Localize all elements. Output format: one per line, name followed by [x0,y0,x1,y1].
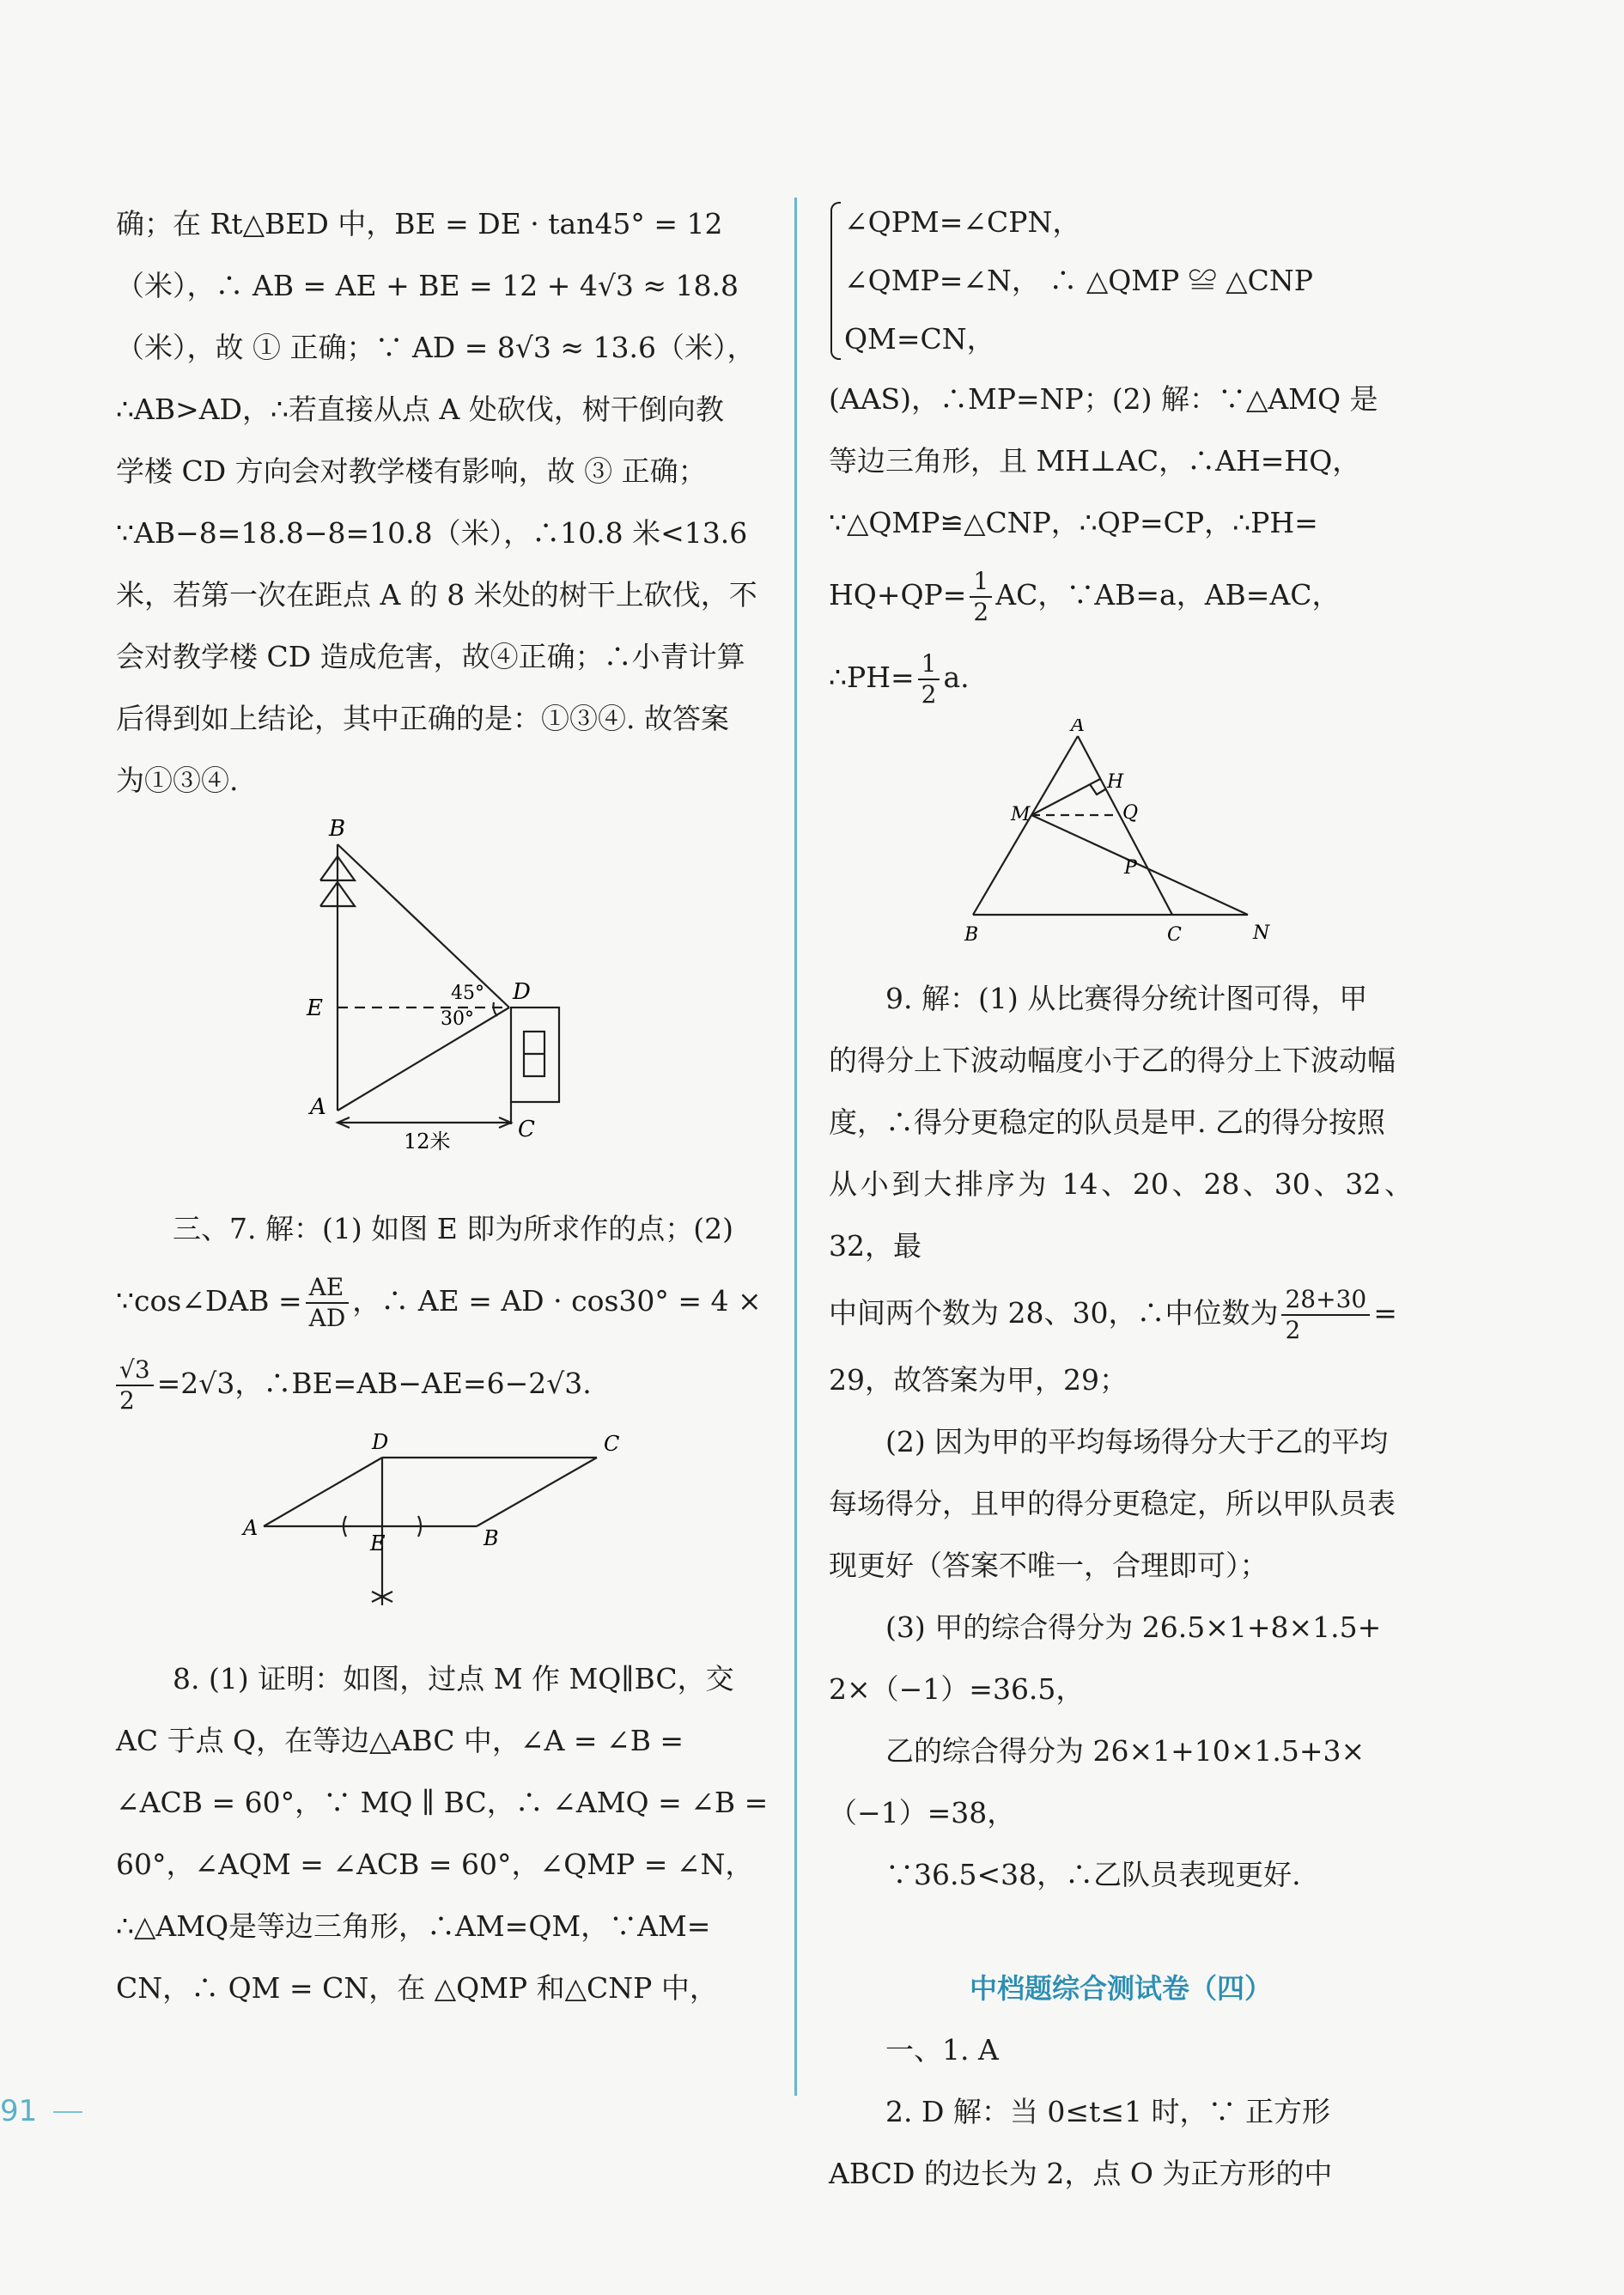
label-Q: Q [1122,802,1139,824]
text-line: 8. (1) 证明：如图，过点 M 作 MQ∥BC，交 [173,1662,734,1695]
figure-parallelogram-svg [116,1425,769,1631]
label-H: H [1107,771,1124,793]
fraction-half [918,649,940,709]
label-N: N [1253,922,1270,944]
label-P: P [1124,857,1137,879]
label-E: E [307,995,323,1021]
text-line: CN，∴ QM = CN，在 △QMP 和△CNP 中， [116,1971,718,2005]
page-number-rule [53,2111,82,2113]
fraction-num: 1 [918,649,940,680]
fraction-ae-ad [306,1273,350,1333]
figure-parallelogram [116,1425,769,1631]
label-angle-45: 45° [451,983,484,1004]
section-title: 中档题综合测试卷（四） [969,1972,1272,2005]
q7-line3 [116,1342,769,1425]
q8b-line5-post: a. [943,660,970,694]
label-E: E [370,1531,386,1555]
figure-tree-building [116,812,769,1172]
q8b-line4 [829,554,1413,636]
right-column [829,193,1413,2205]
label-A: A [243,1516,259,1540]
q9-line5 [829,1277,1413,1349]
text-line: (3) 甲的综合得分为 26.5×1+8×1.5+ [885,1610,1382,1644]
text-line: (AAS)，∴MP=NP；(2) 解：∵△AMQ 是 [829,382,1378,416]
text-line: 确；在 Rt△BED 中，BE = DE · tan45° = 12 [116,207,723,240]
label-distance: 12米 [404,1129,451,1154]
text-line: 9. 解：(1) 从比赛得分统计图可得，甲 [885,982,1368,1015]
text-line: 后得到如上结论，其中正确的是：①③④. 故答案 [116,702,729,735]
text-line: ∴AB>AD，∴若直接从点 A 处砍伐，树干倒向教 [116,393,724,426]
fraction-sqrt3-2 [116,1355,154,1415]
label-C: C [1167,924,1182,946]
left-column [116,193,769,2019]
figure-triangle-svg [829,719,1413,951]
equation-system [829,193,1413,368]
label-angle-30: 30° [441,1008,474,1030]
fraction-num: 28+30 [1281,1285,1370,1316]
text-line: 为①③④. [116,764,239,797]
figure-tree-building-svg [116,812,769,1172]
fraction-den: 2 [119,1386,135,1415]
text-line: ∴△AMQ是等边三角形，∴AM=QM，∵AM= [116,1909,711,1943]
text-line: 等边三角形，且 MH⊥AC，∴AH=HQ， [829,444,1361,478]
q7-line3-post: =2√3，∴BE=AB−AE=6−2√3. [156,1367,592,1400]
label-C: C [518,1117,535,1142]
text-line: AC 于点 Q，在等边△ABC 中，∠A = ∠B = [116,1724,684,1757]
q7-line2-pre: ∵cos∠DAB = [116,1284,302,1318]
text-line: 度，∴得分更稳定的队员是甲. 乙的得分按照 [829,1105,1385,1139]
text-line: 一、1. A [885,2033,999,2067]
fraction-median [1281,1285,1370,1345]
fraction-num: 1 [970,567,992,598]
text-line: 60°，∠AQM = ∠ACB = 60°，∠QMP = ∠N， [116,1848,754,1881]
brace-line: ∠QMP=∠N， ∴ △QMP ≌ △CNP [844,264,1313,297]
fraction-den: 2 [1285,1316,1301,1344]
text-line: 米，若第一次在距点 A 的 8 米处的树干上砍伐，不 [116,578,757,612]
label-B: B [484,1526,499,1550]
text-line: 乙的综合得分为 26×1+10×1.5+3× [885,1734,1365,1768]
text-line: ∠ACB = 60°，∵ MQ ∥ BC，∴ ∠AMQ = ∠B = [116,1786,769,1819]
text-line: ∵△QMP≌△CNP，∴QP=CP，∴PH= [829,506,1318,539]
brace-line: ∠QPM=∠CPN， [844,205,1081,239]
page-number: 91 [0,2094,38,2128]
text-line: 2. D 解：当 0≤t≤1 时，∵ 正方形 [885,2095,1330,2128]
text-line: （米），故 ① 正确；∵ AD = 8√3 ≈ 13.6（米）， [116,331,756,364]
fraction-den: AD [308,1304,346,1332]
label-B: B [329,816,346,842]
q9-line5-pre: 中间两个数为 28、30，∴中位数为 [829,1296,1279,1330]
text-line: 2×（−1）=36.5， [829,1672,1085,1706]
text-line: ABCD 的边长为 2，点 O 为正方形的中 [829,2157,1333,2190]
text-line: 学楼 CD 方向会对教学楼有影响，故 ③ 正确； [116,454,707,488]
q8b-line4-post: AC，∵AB=a，AB=AC， [995,578,1341,612]
label-D: D [513,979,531,1005]
text-line: 会对教学楼 CD 造成危害，故④正确；∴小青计算 [116,640,745,673]
text-line: 从小到大排序为 14、20、28、30、32、32，最 [829,1167,1413,1263]
brace-line: QM=CN， [844,322,995,356]
figure-triangle [829,719,1413,951]
column-divider [794,198,797,2096]
label-A: A [1071,719,1085,736]
text-line: 现更好（答案不唯一，合理即可）； [829,1549,1268,1582]
q8b-line5-pre: ∴PH= [829,660,915,694]
text-line: 的得分上下波动幅度小于乙的得分上下波动幅 [829,1044,1396,1077]
text-line: ∵AB−8=18.8−8=10.8（米），∴10.8 米<13.6 [116,516,748,550]
text-line: 每场得分，且甲的得分更稳定，所以甲队员表 [829,1487,1396,1520]
text-line: (2) 因为甲的平均每场得分大于乙的平均 [885,1425,1389,1458]
fraction-num: √3 [116,1355,154,1386]
q7-line2-post: ，∴ AE = AD · cos30° = 4 × [352,1284,762,1318]
q7-line1: 三、7. 解：(1) 如图 E 即为所求作的点；(2) [173,1212,734,1245]
text-line: ∵36.5<38，∴乙队员表现更好. [885,1858,1301,1891]
q7-line2 [116,1260,769,1342]
label-C: C [604,1432,620,1456]
text-line: （米），∴ AB = AE + BE = 12 + 4√3 ≈ 18.8 [116,269,739,302]
label-A: A [310,1094,326,1120]
fraction-den: 2 [921,680,937,709]
fraction-half [970,567,992,627]
text-line: （−1）=38， [829,1796,1016,1829]
q9-line5-post: = [1373,1296,1397,1330]
fraction-den: 2 [973,598,989,626]
label-M: M [1011,804,1031,825]
q8b-line5 [829,636,1413,719]
text-line: 29，故答案为甲，29； [829,1363,1128,1397]
fraction-num: AE [306,1273,350,1304]
q8b-line4-pre: HQ+QP= [829,578,967,612]
label-B: B [964,924,979,946]
label-D: D [372,1430,389,1454]
